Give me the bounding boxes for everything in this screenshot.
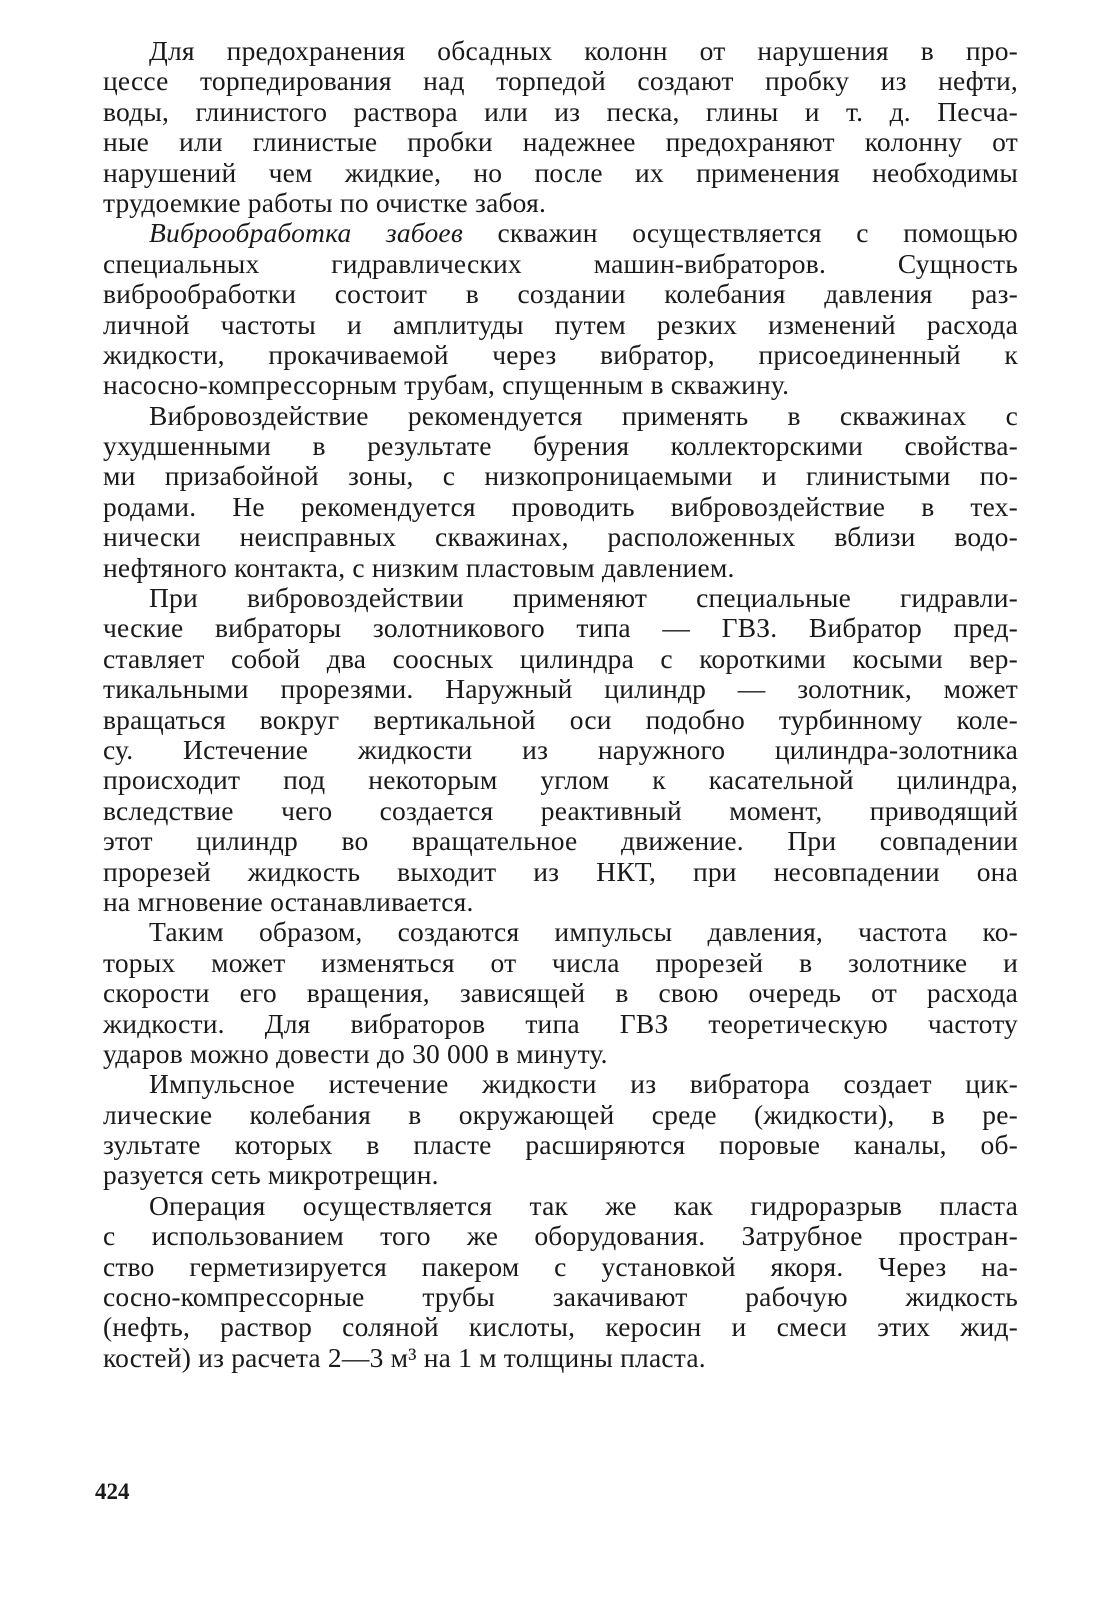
- text-line: При вибровоздействии применяют специальные гидравли-: [149, 582, 1018, 614]
- text-line: скорости его вращения, зависящей в свою очередь от расхода: [103, 977, 1018, 1009]
- text-line: родами. Не рекомендуется проводить вибровоздействие в тех-: [103, 490, 1018, 522]
- text-line: ческие вибраторы золотникового типа — ГВЗ. Вибратор пред-: [103, 612, 1018, 644]
- body-text: [103, 36, 1018, 1373]
- page-number: 424: [95, 1479, 130, 1504]
- text-line: происходит под некоторым углом к касательной цилиндра,: [103, 764, 1018, 796]
- text-line: этот цилиндр во вращательное движение. При совпадении: [103, 825, 1018, 857]
- text-line: Для предохранения обсадных колонн от нарушения в про-: [149, 35, 1018, 66]
- text-line: лические колебания в окружающей среде (жидкости), в ре-: [103, 1098, 1018, 1130]
- paragraph: [103, 583, 1018, 917]
- text-line: [103, 218, 1018, 248]
- text-line: Импульсное истечение жидкости из вибратора создает цик-: [149, 1068, 1018, 1100]
- paragraph: [103, 1191, 1018, 1373]
- text-line: (нефть, раствор соляной кислоты, керосин и смеси этих жид-: [103, 1311, 1018, 1343]
- text-line: личной частоты и амплитуды путем резких изменений расхода: [103, 308, 1018, 340]
- text-line: зультате которых в пласте расширяются поровые каналы, об-: [103, 1129, 1018, 1161]
- text-line: насосно-компрессорным трубам, спущенным в скважину.: [103, 369, 790, 401]
- paragraph: [103, 1069, 1018, 1191]
- text-line: жидкости. Для вибраторов типа ГВЗ теоретическую частоту: [103, 1007, 1018, 1039]
- text-line: нически неисправных скважинах, расположенных вблизи водо-: [103, 521, 1018, 553]
- text-line: вследствие чего создается реактивный момент, приводящий: [103, 794, 1018, 826]
- text-line: жидкости, прокачиваемой через вибратор, присоединенный к: [103, 338, 1018, 370]
- text-line: цессе торпедирования над торпедой создают пробку из нефти,: [103, 65, 1018, 97]
- text-line: ударов можно довести до 30 000 в минуту.: [103, 1037, 608, 1069]
- text-line: ухудшенными в результате бурения коллекторскими свойства-: [103, 430, 1018, 462]
- text-line: ставляет собой два соосных цилиндра с короткими косыми вер-: [103, 642, 1018, 674]
- text-line: сосно-компрессорные трубы закачивают рабочую жидкость: [103, 1281, 1018, 1313]
- text-line-rest: скважин осуществляется с помощью: [462, 217, 1018, 249]
- text-line: Вибровоздействие рекомендуется применять в скважинах с: [149, 399, 1018, 431]
- text-line: су. Истечение жидкости из наружного цилиндра-золотника: [103, 733, 1018, 765]
- text-line: с использованием того же оборудования. Затрубное простран-: [103, 1220, 1018, 1252]
- text-line: виброобработки состоит в создании колебания давления раз-: [103, 278, 1018, 310]
- text-line: трудоемкие работы по очистке забоя.: [103, 186, 547, 218]
- text-line: вращаться вокруг вертикальной оси подобно турбинному коле-: [103, 703, 1018, 735]
- text-line: разуется сеть микротрещин.: [103, 1159, 439, 1191]
- text-line: нефтяного контакта, с низким пластовым давлением.: [103, 551, 735, 583]
- text-line: ми призабойной зоны, с низкопроницаемыми и глинистыми по-: [103, 460, 1018, 492]
- paragraph: [103, 917, 1018, 1069]
- text-line: ные или глинистые пробки надежнее предохраняют колонну от: [103, 126, 1018, 158]
- text-line: костей) из расчета 2—3 м³ на 1 м толщины пласта.: [103, 1341, 706, 1373]
- italic-term: Виброобработка забоев: [149, 217, 463, 249]
- text-line: нарушений чем жидкие, но после их применения необходимы: [103, 156, 1018, 188]
- text-line: специальных гидравлических машин-вибраторов. Сущность: [103, 247, 1018, 279]
- paragraph: [103, 218, 1018, 400]
- text-line: прорезей жидкость выходит из НКТ, при несовпадении она: [103, 855, 1018, 887]
- text-line: Таким образом, создаются импульсы давления, частота ко-: [149, 916, 1018, 948]
- text-line: тикальными прорезями. Наружный цилиндр — золотник, может: [103, 673, 1018, 705]
- text-line: ство герметизируется пакером с установкой якоря. Через на-: [103, 1250, 1018, 1282]
- text-line: на мгновение останавливается.: [103, 885, 474, 917]
- paragraph: [103, 401, 1018, 583]
- paragraph: [103, 36, 1018, 218]
- text-line: Операция осуществляется так же как гидроразрыв пласта: [149, 1189, 1018, 1221]
- text-line: воды, глинистого раствора или из песка, глины и т. д. Песча-: [103, 95, 1018, 127]
- text-line: торых может изменяться от числа прорезей в золотнике и: [103, 946, 1018, 978]
